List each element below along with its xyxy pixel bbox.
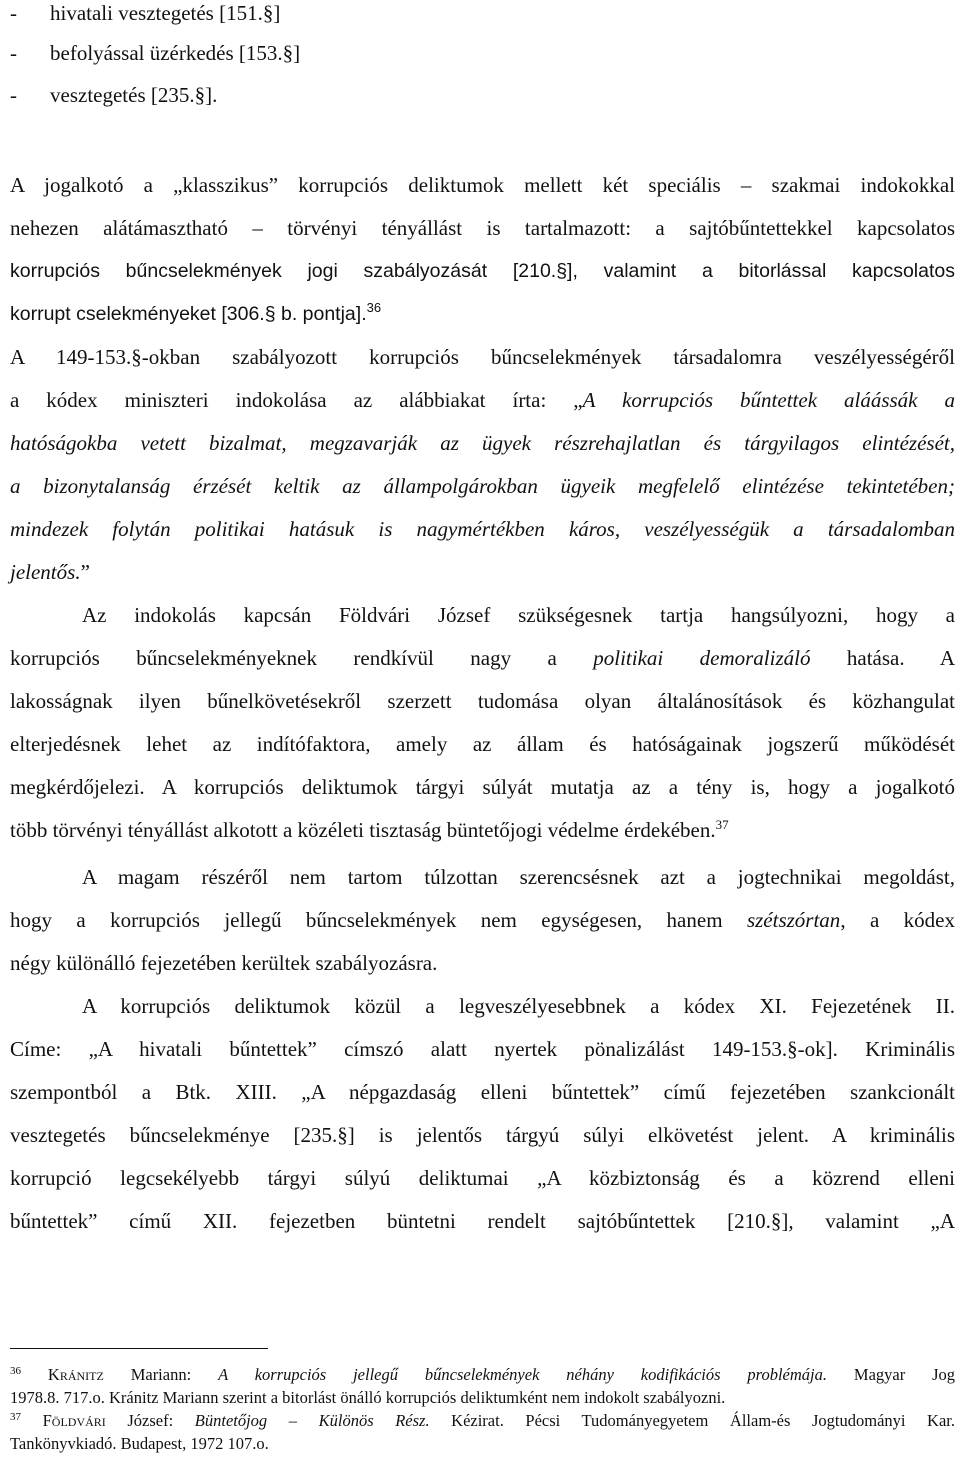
paragraph-line: A 149-153.§-okban szabályozott korrupciós bűncselekmények társadalomra veszélyességéről bbox=[10, 345, 955, 369]
footnote bbox=[10, 1411, 955, 1431]
footnote-separator bbox=[10, 1348, 268, 1349]
author-surname: ránitz bbox=[59, 1365, 104, 1384]
footnote-line: 1978.8. 717.o. Kránitz Mariann szerint a bitorlást önálló korrupciós deliktumként nem indokolt szabályozni. bbox=[10, 1388, 726, 1407]
text-run: , a kódex bbox=[840, 908, 956, 932]
paragraph-line bbox=[10, 557, 955, 587]
footnote-ref: 36 bbox=[366, 300, 382, 315]
paragraph-line: lakosságnak ilyen bűnelkövetésekről szerzett tudomása olyan általánosítások és közhangulat bbox=[10, 689, 955, 713]
text-run: korrupciós bűncselekményeknek rendkívül nagy a bbox=[10, 646, 557, 670]
text-run: hatása. A bbox=[846, 646, 956, 670]
list-dash: - bbox=[10, 1, 17, 25]
text-run: Magyar Jog bbox=[827, 1365, 956, 1384]
text-run: a kódex miniszteri indokolása az alábbiakat írta: „ bbox=[10, 388, 583, 412]
text-run: hogy a korrupciós jellegű bűncselekmények nem egységesen, hanem bbox=[10, 908, 723, 932]
paragraph-line: elterjedésnek lehet az indítófaktora, amely az állam és hatóságainak jogszerű működését bbox=[10, 732, 955, 756]
paragraph-line: A korrupciós deliktumok közül a legveszélyesebbnek a kódex XI. Fejezetének II. bbox=[82, 994, 955, 1018]
paragraph-line bbox=[10, 385, 955, 415]
list-text: hivatali vesztegetés [151.§] bbox=[50, 1, 281, 25]
footnote-ref: 37 bbox=[715, 817, 729, 832]
text-run: Mariann: bbox=[103, 1365, 219, 1384]
text-run: Kézirat. Pécsi Tudományegyetem Állam-és Jogtudományi Kar. bbox=[429, 1411, 956, 1430]
paragraph-line: vesztegetés bűncselekménye [235.§] is jelentős tárgyú súlyi elkövetést jelent. A kriminális bbox=[10, 1123, 955, 1147]
list-item bbox=[10, 0, 955, 28]
paragraph-line bbox=[10, 299, 955, 329]
footnote-line: Tankönyvkiadó. Budapest, 1972 107.o. bbox=[10, 1434, 269, 1453]
paragraph-line: bűntettek” című XII. fejezetben büntetni rendelt sajtóbűntettek [210.§], valamint „A bbox=[10, 1209, 955, 1233]
paragraph-line: Címe: „A hivatali bűntettek” címszó alatt nyertek pönalizálást 149-153.§-ok]. Kriminális bbox=[10, 1037, 955, 1061]
list-dash: - bbox=[10, 83, 17, 107]
emphasis-italic: politikai demoralizáló bbox=[593, 646, 811, 670]
paragraph-line bbox=[10, 471, 955, 501]
paragraph-line: négy különálló fejezetében kerültek szabályozásra. bbox=[10, 951, 438, 975]
paragraph-line: szempontból a Btk. XIII. „A népgazdaság elleni bűntettek” című fejezetében szankcionált bbox=[10, 1080, 955, 1104]
paragraph-line: A magam részéről nem tartom túlzottan szerencsésnek azt a jogtechnikai megoldást, bbox=[82, 865, 955, 889]
quote-italic: mindezek folytán politikai hatásuk is nagymértékben káros, veszélyességük a társadalomban bbox=[10, 517, 955, 541]
author-surname: öldvári bbox=[51, 1411, 106, 1430]
paragraph-line: nehezen alátámasztható – törvényi tényállást is tartalmazott: a sajtóbűntettekkel kapcsolatos bbox=[10, 216, 955, 240]
list-item bbox=[10, 38, 955, 68]
quote-italic: A korrupciós bűntettek aláássák a bbox=[582, 388, 955, 412]
paragraph-line: korrupció legcsekélyebb tárgyi súlyú deliktumai „A közbiztonság és a közrend elleni bbox=[10, 1166, 955, 1190]
paragraph-line bbox=[10, 905, 955, 935]
footnote-number: 37 bbox=[10, 1411, 21, 1423]
quote-italic: a bizonytalanság érzését keltik az állampolgárokban ügyeik megfelelő elintézése tekintetében; bbox=[10, 474, 955, 498]
footnote-title: Büntetőjog – Különös Rész. bbox=[194, 1411, 430, 1430]
footnote-number: 36 bbox=[10, 1365, 21, 1377]
list-item bbox=[10, 80, 955, 110]
emphasis-italic: szétszórtan bbox=[746, 908, 841, 932]
paragraph-line bbox=[10, 643, 955, 673]
paragraph-line: A jogalkotó a „klasszikus” korrupciós deliktumok mellett két speciális – szakmai indokokkal bbox=[10, 173, 955, 197]
paragraph-line: Az indokolás kapcsán Földvári József szükségesnek tartja hangsúlyozni, hogy a bbox=[82, 603, 955, 627]
quote-italic: jelentős. bbox=[10, 560, 81, 584]
text-run: ” bbox=[80, 560, 90, 584]
author-initial: K bbox=[47, 1365, 60, 1384]
paragraph-line: megkérdőjelezi. A korrupciós deliktumok tárgyi súlyát mutatja az a tény is, hogy a jogalkotó bbox=[10, 775, 955, 799]
paragraph-line bbox=[10, 514, 955, 544]
text-run: korrupt cselekményeket [306.§ b. pontja]. bbox=[10, 303, 367, 325]
paragraph-line bbox=[10, 815, 955, 845]
text-run: több törvényi tényállást alkotott a közéleti tisztaság büntetőjogi védelme érdekében. bbox=[10, 818, 716, 842]
footnote bbox=[10, 1365, 955, 1385]
paragraph-line bbox=[10, 428, 955, 458]
footnote-author bbox=[48, 1365, 104, 1384]
list-dash: - bbox=[10, 41, 17, 65]
list-text: vesztegetés [235.§]. bbox=[50, 83, 218, 107]
footnote-author bbox=[43, 1411, 106, 1430]
author-initial: F bbox=[42, 1411, 52, 1430]
footnote-title: A korrupciós jellegű bűncselekmények néhány kodifikációs problémája. bbox=[218, 1365, 828, 1384]
text-run: József: bbox=[105, 1411, 195, 1430]
paragraph-line: korrupciós bűncselekmények jogi szabályozását [210.§], valamint a bitorlással kapcsolatos bbox=[10, 260, 955, 282]
quote-italic: hatóságokba vetett bizalmat, megzavarják az ügyek részrehajlatlan és tárgyilagos elintézését, bbox=[10, 431, 955, 455]
list-text: befolyással üzérkedés [153.§] bbox=[50, 41, 301, 65]
